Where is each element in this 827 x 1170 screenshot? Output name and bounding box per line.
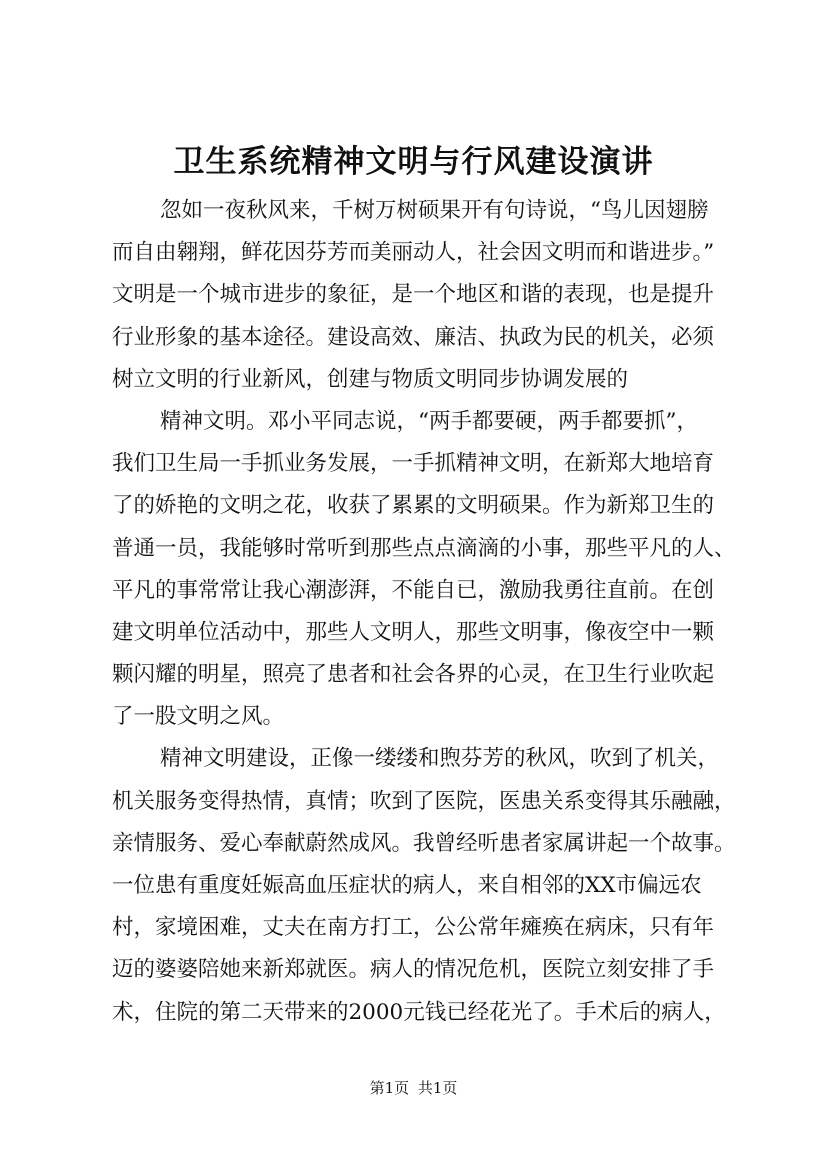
body-line: 机关服务变得热情，真情；吹到了医院，医患关系变得其乐融融， <box>112 788 736 814</box>
body-line: 平凡的事常常让我心潮澎湃，不能自已，激励我勇往直前。在创 <box>112 577 715 603</box>
body-line: 文明是一个城市进步的象征，是一个地区和谐的表现，也是提升 <box>112 282 715 308</box>
body-line: 了的娇艳的文明之花，收获了累累的文明硕果。作为新郑卫生的 <box>112 493 715 519</box>
body-line: 建文明单位活动中，那些人文明人，那些文明事，像夜空中一颗 <box>112 619 715 645</box>
body-line: 精神文明。邓小平同志说，“两手都要硬，两手都要抓”， <box>160 408 698 434</box>
body-line: 忽如一夜秋风来，千树万树硕果开有句诗说，“鸟儿因翅膀 <box>160 198 709 223</box>
document-title: 卫生系统精神文明与行风建设演讲 <box>173 144 654 180</box>
body-line: 一位患有重度妊娠高血压症状的病人，来自相邻的XX市偏远农 <box>112 873 702 898</box>
body-line: 精神文明建设，正像一缕缕和煦芬芳的秋风，吹到了机关， <box>160 746 720 772</box>
page-total: 共1页 <box>417 1079 458 1097</box>
body-line: 术，住院的第二天带来的2000元钱已经花光了。手术后的病人， <box>112 999 726 1025</box>
body-line: 普通一员，我能够时常听到那些点点滴滴的小事，那些平凡的人、 <box>112 535 736 561</box>
body-line: 而自由翱翔，鲜花因芬芳而美丽动人，社会因文明而和谐进步。” <box>112 240 715 266</box>
body-line: 颗闪耀的明星，照亮了患者和社会各界的心灵，在卫生行业吹起 <box>112 662 715 688</box>
document-body <box>112 190 752 1034</box>
page-number: 第1页 <box>369 1079 410 1097</box>
page-footer <box>0 1078 827 1098</box>
body-line: 了一股文明之风。 <box>112 704 285 730</box>
body-line: 迈的婆婆陪她来新郑就医。病人的情况危机，医院立刻安排了手 <box>112 957 715 983</box>
body-line: 行业形象的基本途径。建设高效、廉洁、执政为民的机关，必须 <box>112 324 715 350</box>
body-line: 树立文明的行业新风，创建与物质文明同步协调发展的 <box>112 366 629 392</box>
body-line: 我们卫生局一手抓业务发展，一手抓精神文明，在新郑大地培育 <box>112 451 715 477</box>
body-line: 村，家境困难，丈夫在南方打工，公公常年瘫痪在病床，只有年 <box>112 915 715 941</box>
body-line: 亲情服务、爱心奉献蔚然成风。我曾经听患者家属讲起一个故事。 <box>112 830 736 856</box>
